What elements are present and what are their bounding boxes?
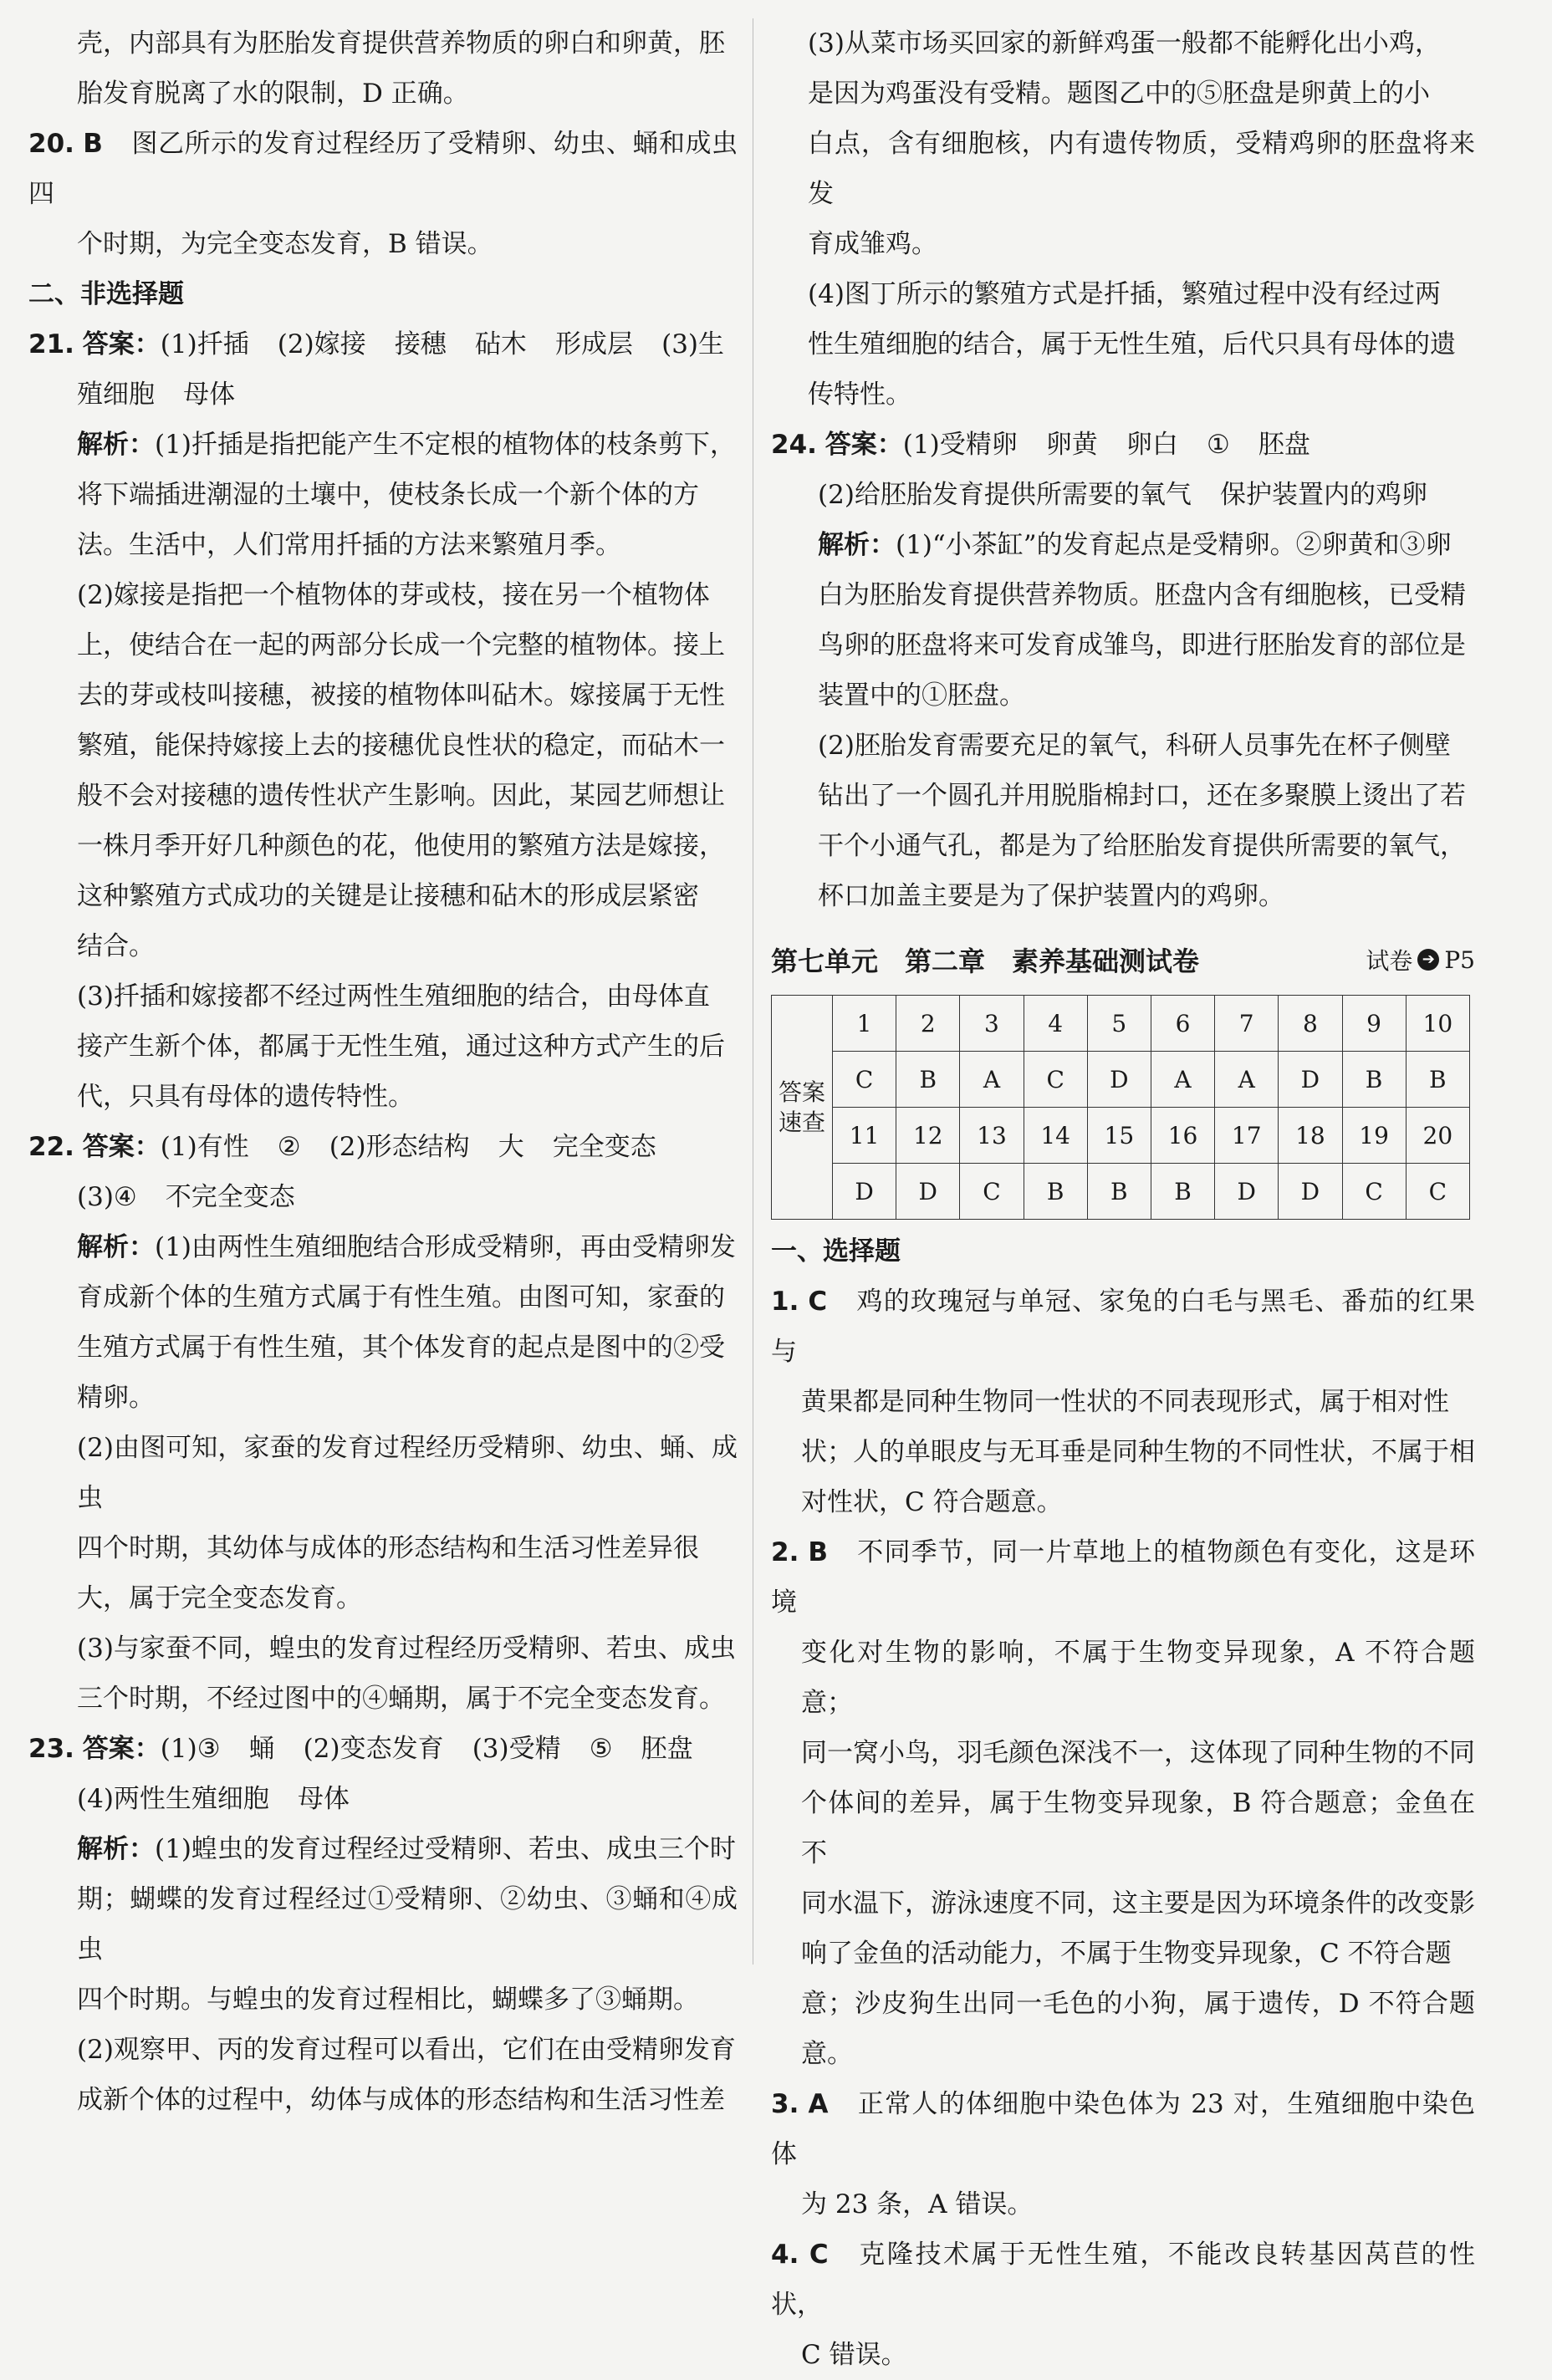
answer-item: 母体 bbox=[183, 380, 236, 410]
right-column bbox=[771, 18, 1475, 2380]
table-cell: 14 bbox=[1024, 1108, 1087, 1164]
text-line: 干个小通气孔，都是为了给胚胎发育提供所需要的氧气， bbox=[818, 831, 1466, 861]
question-23-answer bbox=[28, 1724, 738, 1774]
answer-item: (2)嫁接 bbox=[277, 329, 366, 359]
text-line bbox=[28, 1824, 738, 1874]
table-cell: 4 bbox=[1024, 996, 1087, 1052]
text-line: (2)由图可知，家蚕的发育过程经历受精卵、幼虫、蛹、成虫 bbox=[77, 1433, 738, 1513]
text-line: 一株月季开好几种颜色的花，他使用的繁殖方法是嫁接， bbox=[77, 831, 725, 861]
table-cell: 20 bbox=[1406, 1108, 1469, 1164]
text-line: 同一窝小鸟，羽毛颜色深浅不一，这体现了同种生物的不同 bbox=[801, 1738, 1475, 1768]
table-cell: D bbox=[1279, 1164, 1342, 1220]
text-line: 壳，内部具有为胚胎发育提供营养物质的卵白和卵黄，胚 bbox=[77, 28, 725, 59]
unit-title: 第七单元 第二章 素养基础测试卷 bbox=[771, 945, 1200, 977]
text-line: 个时期，为完全变态发育，B 错误。 bbox=[77, 229, 493, 259]
table-cell: 9 bbox=[1342, 996, 1406, 1052]
answer-item: ⑤ bbox=[589, 1734, 613, 1764]
question-number: 22. bbox=[28, 1132, 74, 1162]
section-heading: 一、选择题 bbox=[771, 1236, 901, 1266]
text-line: (2)嫁接是指把一个植物体的芽或枝，接在另一个植物体 bbox=[77, 580, 710, 610]
answer-item: (1)③ bbox=[160, 1734, 221, 1764]
text-line: 去的芽或枝叫接穗，被接的植物体叫砧木。嫁接属于无性 bbox=[77, 680, 725, 711]
text-line: 生殖方式属于有性生殖，其个体发育的起点是图中的②受 bbox=[77, 1333, 725, 1363]
answer-item: (3)生 bbox=[661, 329, 725, 359]
explanation: (1)扦插是指把能产生不定根的植物体的枝条剪下， bbox=[155, 430, 736, 460]
explanation: 正常人的体细胞中染色体为 23 对，生殖细胞中染色体 bbox=[771, 2089, 1476, 2169]
text-line bbox=[28, 1774, 738, 1824]
answer-item: 母体 bbox=[298, 1784, 350, 1814]
table-cell: 5 bbox=[1087, 996, 1151, 1052]
text-line: 白为胚胎发育提供营养物质。胚盘内含有细胞核，已受精 bbox=[818, 580, 1466, 610]
text-line bbox=[28, 1172, 738, 1222]
table-cell: A bbox=[960, 1052, 1024, 1108]
table-cell: B bbox=[1342, 1052, 1406, 1108]
text-line: 是因为鸡蛋没有受精。题图乙中的⑤胚盘是卵黄上的小 bbox=[808, 79, 1430, 109]
text-line: 状；人的单眼皮与无耳垂是同种生物的不同性状，不属于相 bbox=[801, 1437, 1475, 1467]
text-line: (2)胚胎发育需要充足的氧气，科研人员事先在杯子侧壁 bbox=[818, 731, 1451, 761]
text-line: 接产生新个体，都属于无性生殖，通过这种方式产生的后 bbox=[77, 1032, 725, 1062]
text-line: 黄果都是同种生物同一性状的不同表现形式，属于相对性 bbox=[801, 1387, 1449, 1417]
table-cell: D bbox=[833, 1164, 896, 1220]
table-cell: 3 bbox=[960, 996, 1024, 1052]
text-line bbox=[28, 420, 738, 470]
table-cell: D bbox=[1215, 1164, 1279, 1220]
text-line: 大，属于完全变态发育。 bbox=[77, 1583, 362, 1613]
explanation: (1)由两性生殖细胞结合形成受精卵，再由受精卵发 bbox=[155, 1232, 736, 1262]
text-line: 响了金鱼的活动能力，不属于生物变异现象，C 不符合题 bbox=[801, 1939, 1452, 1969]
table-cell: D bbox=[1087, 1052, 1151, 1108]
explanation: (1)蝗虫的发育过程经过受精卵、若虫、成虫三个时 bbox=[155, 1834, 736, 1864]
text-line: 上，使结合在一起的两部分长成一个完整的植物体。接上 bbox=[77, 630, 725, 660]
text-line: (2)观察甲、丙的发育过程可以看出，它们在由受精卵发育 bbox=[77, 2035, 736, 2065]
text-line: 般不会对接穗的遗传性状产生影响。因此，某园艺师想让 bbox=[77, 781, 725, 811]
text-line bbox=[771, 520, 1475, 570]
text-line: 四个时期，其幼体与成体的形态结构和生活习性差异很 bbox=[77, 1533, 699, 1563]
answer-item: 蛹 bbox=[248, 1734, 275, 1764]
text-line: (4)图丁所示的繁殖方式是扦插，繁殖过程中没有经过两 bbox=[808, 279, 1441, 309]
answer-letter: B bbox=[808, 1537, 829, 1567]
table-cell: D bbox=[896, 1164, 960, 1220]
answer-item: 卵黄 bbox=[1045, 430, 1098, 460]
table-cell: 12 bbox=[896, 1108, 960, 1164]
answer-item: (4)两性生殖细胞 bbox=[77, 1784, 269, 1814]
table-cell: A bbox=[1151, 1052, 1214, 1108]
text-line: 为 23 条，A 错误。 bbox=[801, 2189, 1034, 2219]
arrow-right-icon: ➔ bbox=[1417, 949, 1439, 971]
text-line: (3)从菜市场买回家的新鲜鸡蛋一般都不能孵化出小鸡， bbox=[808, 28, 1441, 59]
answer-label: 答案： bbox=[82, 1132, 161, 1162]
explanation-label: 解析： bbox=[77, 1834, 155, 1864]
answer-label: 答案： bbox=[82, 329, 161, 359]
text-line: 育成新个体的生殖方式属于有性生殖。由图可知，家蚕的 bbox=[77, 1282, 725, 1312]
text-line: 将下端插进潮湿的土壤中，使枝条长成一个新个体的方 bbox=[77, 480, 699, 510]
answer-item: 保护装置内的鸡卵 bbox=[1220, 480, 1428, 510]
table-cell: B bbox=[896, 1052, 960, 1108]
answer-item: (1)有性 bbox=[160, 1132, 249, 1162]
text-line: 杯口加盖主要是为了保护装置内的鸡卵。 bbox=[818, 881, 1284, 911]
answer-label: 答案： bbox=[824, 430, 903, 460]
text-line: 个体间的差异，属于生物变异现象，B 符合题意；金鱼在不 bbox=[801, 1788, 1475, 1868]
question-24-answer bbox=[771, 420, 1475, 470]
table-cell: B bbox=[1087, 1164, 1151, 1220]
label-line: 答案 bbox=[778, 1078, 825, 1106]
table-cell: B bbox=[1151, 1164, 1214, 1220]
answer-item: 殖细胞 bbox=[77, 380, 155, 410]
text-line: (3)扦插和嫁接都不经过两性生殖细胞的结合，由母体直 bbox=[77, 981, 710, 1012]
table-cell: 16 bbox=[1151, 1108, 1214, 1164]
text-line: 钻出了一个圆孔并用脱脂棉封口，还在多聚膜上烫出了若 bbox=[818, 781, 1466, 811]
question-21-answer bbox=[28, 319, 738, 369]
table-cell: 19 bbox=[1342, 1108, 1406, 1164]
answer-item: 大 bbox=[498, 1132, 524, 1162]
table-cell: 15 bbox=[1087, 1108, 1151, 1164]
explanation-label: 解析： bbox=[77, 1232, 155, 1262]
table-cell: 8 bbox=[1279, 996, 1342, 1052]
question-number: 1. bbox=[771, 1287, 799, 1317]
explanation-label: 解析： bbox=[818, 530, 896, 560]
table-row bbox=[772, 1052, 1470, 1108]
table-cell: 18 bbox=[1279, 1108, 1342, 1164]
section-heading: 二、非选择题 bbox=[28, 279, 184, 309]
choice-4 bbox=[771, 2230, 1475, 2330]
table-row bbox=[772, 1164, 1470, 1220]
text-line: 繁殖，能保持嫁接上去的接穗优良性状的稳定，而砧木一 bbox=[77, 731, 725, 761]
explanation: 不同季节，同一片草地上的植物颜色有变化，这是环境 bbox=[771, 1537, 1476, 1618]
text-line: 期；蝴蝶的发育过程经过①受精卵、②幼虫、③蛹和④成虫 bbox=[77, 1884, 738, 1965]
table-cell: A bbox=[1215, 1052, 1279, 1108]
text-line: C 错误。 bbox=[801, 2340, 907, 2370]
answer-item: 完全变态 bbox=[552, 1132, 656, 1162]
choice-2 bbox=[771, 1527, 1475, 1628]
unit-header bbox=[771, 933, 1475, 986]
text-line bbox=[28, 1222, 738, 1272]
answer-item: ② bbox=[277, 1132, 301, 1162]
table-cell: 11 bbox=[833, 1108, 896, 1164]
text-line: 三个时期，不经过图中的④蛹期，属于不完全变态发育。 bbox=[77, 1684, 725, 1714]
table-row bbox=[772, 996, 1470, 1052]
choice-3 bbox=[771, 2079, 1475, 2179]
table-row bbox=[772, 1108, 1470, 1164]
explanation: (1)“小茶缸”的发育起点是受精卵。②卵黄和③卵 bbox=[896, 530, 1452, 560]
text-line: 同水温下，游泳速度不同，这主要是因为环境条件的改变影 bbox=[801, 1888, 1475, 1919]
explanation: 鸡的玫瑰冠与单冠、家兔的白毛与黑毛、番茄的红果与 bbox=[771, 1287, 1475, 1367]
answer-letter: C bbox=[809, 2240, 829, 2270]
question-number: 3. bbox=[771, 2089, 799, 2119]
text-line: 精卵。 bbox=[77, 1383, 155, 1413]
table-cell: 13 bbox=[960, 1108, 1024, 1164]
table-cell: D bbox=[1279, 1052, 1342, 1108]
text-line: 白点，含有细胞核，内有遗传物质，受精鸡卵的胚盘将来发 bbox=[808, 129, 1475, 209]
explanation: 图乙所示的发育过程经历了受精卵、幼虫、蛹和成虫四 bbox=[28, 129, 738, 209]
answer-item: 不完全变态 bbox=[165, 1182, 295, 1212]
table-cell: C bbox=[960, 1164, 1024, 1220]
answer-item: 胚盘 bbox=[1258, 430, 1310, 460]
table-cell: 2 bbox=[896, 996, 960, 1052]
question-20 bbox=[28, 119, 738, 219]
label-line: 速查 bbox=[778, 1108, 825, 1136]
text-line: 法。生活中，人们常用扦插的方法来繁殖月季。 bbox=[77, 530, 621, 560]
table-cell: C bbox=[1024, 1052, 1087, 1108]
question-number: 4. bbox=[771, 2240, 799, 2270]
answer-item: (2)变态发育 bbox=[303, 1734, 444, 1764]
text-line: 变化对生物的影响，不属于生物变异现象，A 不符合题意； bbox=[801, 1638, 1475, 1718]
answer-item: (2)形态结构 bbox=[329, 1132, 470, 1162]
left-column bbox=[28, 18, 738, 2125]
text-line bbox=[28, 369, 738, 420]
answer-letter: A bbox=[808, 2089, 829, 2119]
text-line: 代，只具有母体的遗传特性。 bbox=[77, 1082, 414, 1112]
table-cell: C bbox=[833, 1052, 896, 1108]
answer-item: (3)受精 bbox=[472, 1734, 561, 1764]
table-cell: C bbox=[1406, 1164, 1469, 1220]
explanation: 克隆技术属于无性生殖，不能改良转基因莴苣的性状， bbox=[771, 2240, 1476, 2320]
answer-item: 接穗 bbox=[394, 329, 447, 359]
answer-label: 答案： bbox=[82, 1734, 161, 1764]
answer-item: (3)④ bbox=[77, 1182, 137, 1212]
answer-letter: C bbox=[808, 1287, 828, 1317]
text-line: 结合。 bbox=[77, 931, 155, 961]
text-line: 成新个体的过程中，幼体与成体的形态结构和生活习性差 bbox=[77, 2085, 725, 2115]
question-number: 23. bbox=[28, 1734, 74, 1764]
paper-label: 试卷 bbox=[1366, 947, 1413, 975]
text-line: 育成雏鸡。 bbox=[808, 229, 937, 259]
table-cell: 6 bbox=[1151, 996, 1214, 1052]
text-line: 意；沙皮狗生出同一毛色的小狗，属于遗传，D 不符合题意。 bbox=[801, 1989, 1475, 2069]
text-line: 这种繁殖方式成功的关键是让接穗和砧木的形成层紧密 bbox=[77, 881, 699, 911]
answer-item: 砧木 bbox=[474, 329, 527, 359]
question-number: 2. bbox=[771, 1537, 799, 1567]
table-label bbox=[772, 996, 833, 1220]
text-line: 装置中的①胚盘。 bbox=[818, 680, 1025, 711]
choice-1 bbox=[771, 1277, 1475, 1377]
table-cell: 1 bbox=[833, 996, 896, 1052]
answer-item: (2)给胚胎发育提供所需要的氧气 bbox=[818, 480, 1192, 510]
text-line: 胎发育脱离了水的限制，D 正确。 bbox=[77, 79, 469, 109]
answer-letter: B bbox=[83, 129, 103, 159]
text-line: 鸟卵的胚盘将来可发育成雏鸟，即进行胚胎发育的部位是 bbox=[818, 630, 1466, 660]
text-line: 对性状，C 符合题意。 bbox=[801, 1487, 1063, 1517]
answer-quick-check-table bbox=[771, 995, 1470, 1220]
text-line: 传特性。 bbox=[808, 380, 911, 410]
question-number: 21. bbox=[28, 329, 74, 359]
answer-item: 胚盘 bbox=[641, 1734, 693, 1764]
table-cell: 17 bbox=[1215, 1108, 1279, 1164]
table-cell: 7 bbox=[1215, 996, 1279, 1052]
text-line: 性生殖细胞的结合，属于无性生殖，后代只具有母体的遗 bbox=[808, 329, 1456, 359]
table-cell: 10 bbox=[1406, 996, 1469, 1052]
explanation-label: 解析： bbox=[77, 430, 155, 460]
answer-item: (1)扦插 bbox=[160, 329, 249, 359]
question-number: 20. bbox=[28, 129, 74, 159]
paper-reference bbox=[1366, 943, 1475, 976]
answer-item: (1)受精卵 bbox=[902, 430, 1018, 460]
table-cell: C bbox=[1342, 1164, 1406, 1220]
page-ref: P5 bbox=[1444, 945, 1475, 974]
text-line: (3)与家蚕不同，蝗虫的发育过程经历受精卵、若虫、成虫 bbox=[77, 1633, 736, 1664]
text-line: 四个时期。与蝗虫的发育过程相比，蝴蝶多了③蛹期。 bbox=[77, 1985, 699, 2015]
question-22-answer bbox=[28, 1122, 738, 1172]
text-line bbox=[771, 470, 1475, 520]
answer-item: ① bbox=[1206, 430, 1230, 460]
answer-item: 形成层 bbox=[555, 329, 633, 359]
table-cell: B bbox=[1406, 1052, 1469, 1108]
question-number: 24. bbox=[771, 430, 817, 460]
answer-item: 卵白 bbox=[1126, 430, 1178, 460]
table-cell: B bbox=[1024, 1164, 1087, 1220]
